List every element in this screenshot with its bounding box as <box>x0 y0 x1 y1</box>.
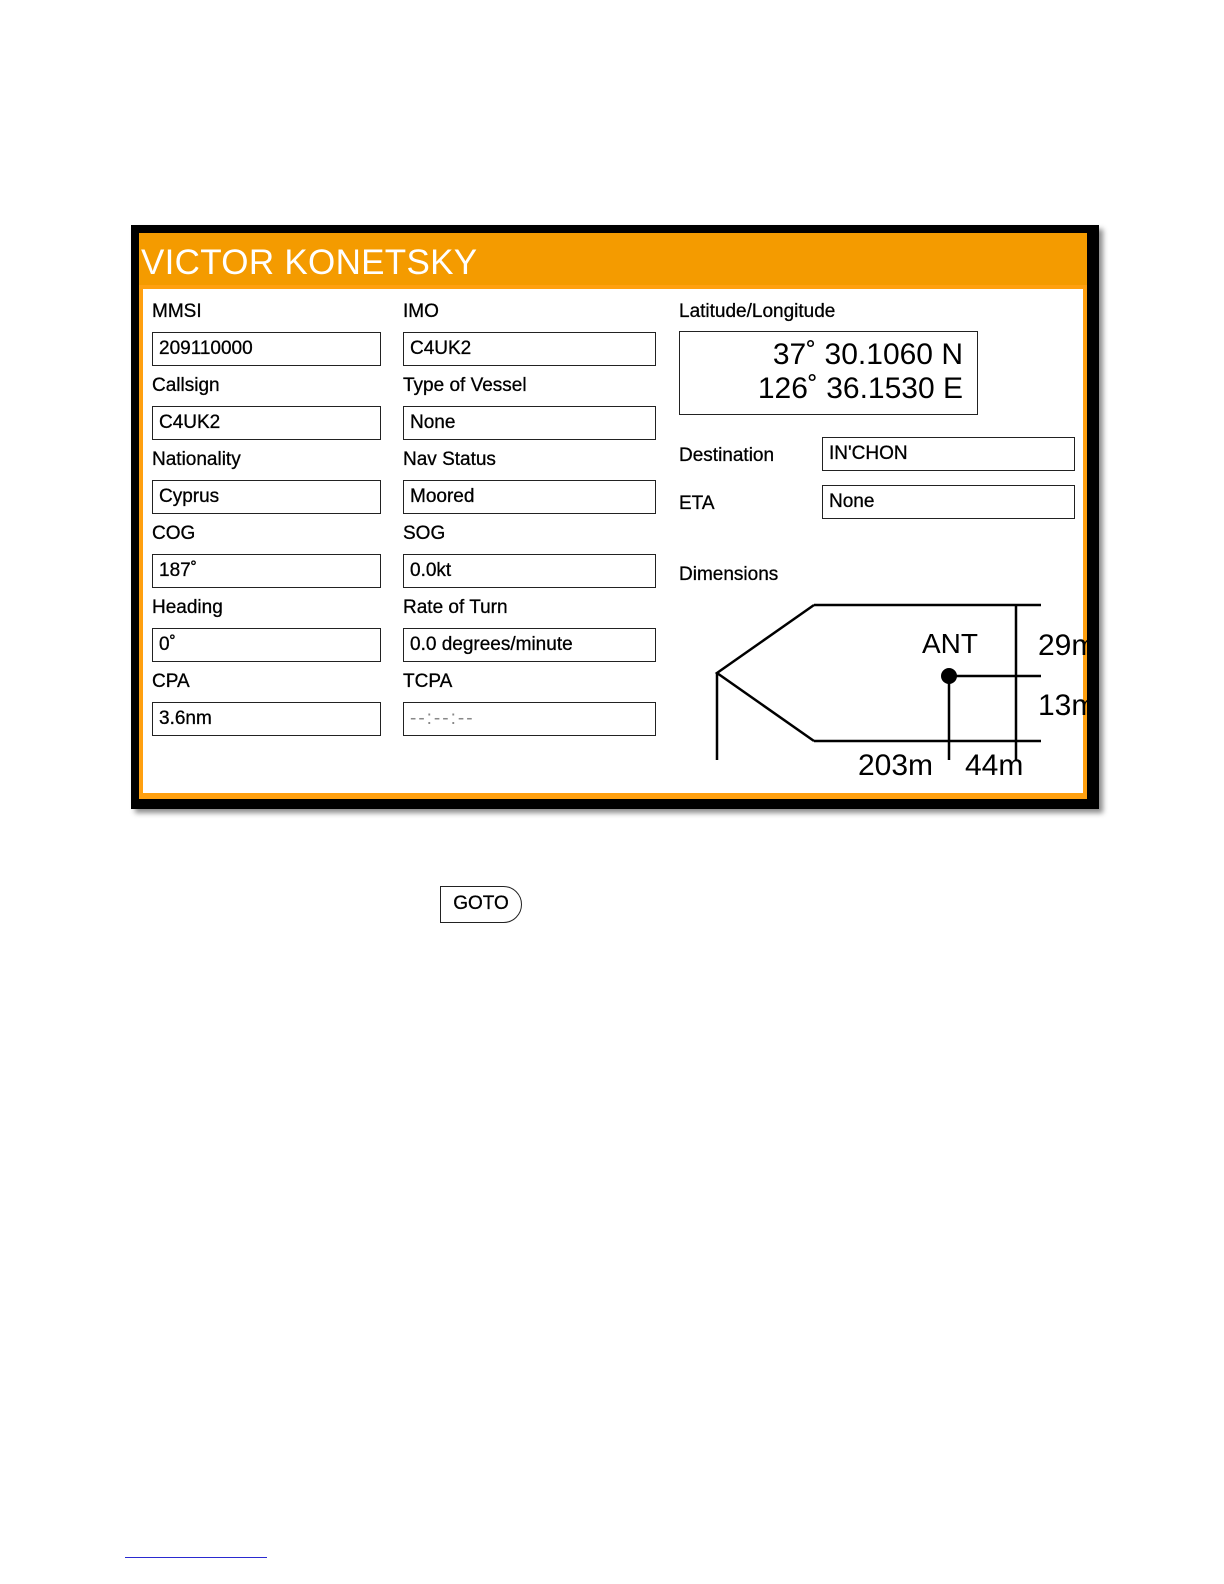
footnote-separator <box>125 1557 267 1558</box>
hull-bow-outline <box>717 605 814 741</box>
nationality-label: Nationality <box>152 449 241 470</box>
nav-status-field: Moored <box>403 480 656 514</box>
rate-of-turn-label: Rate of Turn <box>403 597 508 618</box>
callsign-field: C4UK2 <box>152 406 381 440</box>
destination-field: IN'CHON <box>822 437 1075 471</box>
antenna-dot <box>941 668 957 684</box>
vessel-info-panel <box>131 225 1099 809</box>
rate-of-turn-field: 0.0 degrees/minute <box>403 628 656 662</box>
nav-status-label: Nav Status <box>403 449 496 470</box>
nationality-field: Cyprus <box>152 480 381 514</box>
cpa-field: 3.6nm <box>152 702 381 736</box>
vessel-type-field: None <box>403 406 656 440</box>
imo-label: IMO <box>403 301 439 322</box>
cog-label: COG <box>152 523 196 544</box>
longitude-value: 126˚ 36.1530 E <box>757 372 963 405</box>
panel-frame <box>139 233 1097 799</box>
dimensions-label: Dimensions <box>679 564 779 585</box>
tcpa-label: TCPA <box>403 671 453 692</box>
sog-field: 0.0kt <box>403 554 656 588</box>
vessel-name: VICTOR KONETSKY <box>141 243 478 282</box>
goto-button[interactable]: GOTO <box>440 886 522 923</box>
cpa-label: CPA <box>152 671 190 692</box>
destination-label: Destination <box>679 445 775 466</box>
mmsi-field: 209110000 <box>152 332 381 366</box>
cog-field: 187˚ <box>152 554 381 588</box>
imo-field: C4UK2 <box>403 332 656 366</box>
latitude-value: 37˚ 30.1060 N <box>772 338 963 371</box>
tcpa-field: --:--:-- <box>403 702 656 736</box>
sog-label: SOG <box>403 523 446 544</box>
vessel-details <box>143 289 1097 793</box>
antenna-label: ANT <box>922 628 978 659</box>
starboard-dimension: 13m <box>1038 689 1097 722</box>
lat-lon-label: Latitude/Longitude <box>679 301 836 322</box>
mmsi-label: MMSI <box>152 301 202 322</box>
bow-dimension: 203m <box>858 749 934 782</box>
title-bar <box>139 233 1087 285</box>
stern-dimension: 44m <box>965 749 1024 782</box>
vessel-type-label: Type of Vessel <box>403 375 527 396</box>
heading-field: 0˚ <box>152 628 381 662</box>
eta-field: None <box>822 485 1075 519</box>
eta-label: ETA <box>679 493 715 514</box>
callsign-label: Callsign <box>152 375 220 396</box>
dimensions-diagram <box>143 289 1097 793</box>
heading-label: Heading <box>152 597 223 618</box>
port-dimension: 29m <box>1038 629 1097 662</box>
